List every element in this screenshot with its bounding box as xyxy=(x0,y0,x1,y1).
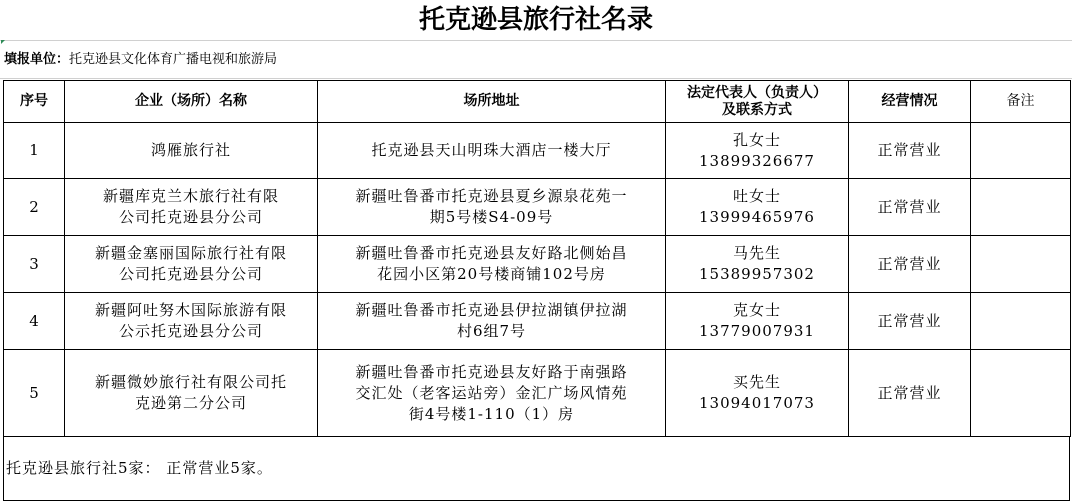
cell-note xyxy=(971,236,1071,293)
cell-serial: 3 xyxy=(4,236,65,293)
cell-address: 新疆吐鲁番市托克逊县夏乡源泉花苑一 期5号楼S4-09号 xyxy=(318,179,666,236)
cell-status: 正常营业 xyxy=(849,123,971,179)
cell-address: 托克逊县天山明珠大酒店一楼大厅 xyxy=(318,123,666,179)
title-row xyxy=(0,0,1072,41)
header-contact-line-2: 及联系方式 xyxy=(722,101,792,118)
summary-row xyxy=(3,437,1070,501)
contact-phone: 13999465976 xyxy=(699,208,815,226)
cell-address: 新疆吐鲁番市托克逊县友好路北侧始昌 花园小区第20号楼商铺102号房 xyxy=(318,236,666,293)
reporting-unit-row xyxy=(0,41,1072,79)
cell-contact xyxy=(666,236,849,293)
header-note: 备注 xyxy=(971,81,1071,123)
header-address: 场所地址 xyxy=(318,81,666,123)
agency-table xyxy=(3,80,1071,437)
page-title: 托克逊县旅行社名录 xyxy=(418,5,653,35)
contact-person: 孔女士 xyxy=(732,130,781,149)
cell-contact xyxy=(666,350,849,437)
cell-address: 新疆吐鲁番市托克逊县友好路于南强路 交汇处（老客运站旁）金汇广场风情苑 街4号楼1-110（1）房 xyxy=(318,350,666,437)
cell-note xyxy=(971,123,1071,179)
cell-contact xyxy=(666,179,849,236)
table-row xyxy=(4,350,1071,437)
header-name: 企业（场所）名称 xyxy=(65,81,318,123)
contact-phone: 15389957302 xyxy=(699,265,815,283)
cell-serial: 5 xyxy=(4,350,65,437)
contact-phone: 13094017073 xyxy=(699,394,815,412)
contact-phone: 13779007931 xyxy=(699,322,815,340)
contact-person: 克女士 xyxy=(732,301,781,319)
cell-name: 新疆库克兰木旅行社有限 公司托克逊县分公司 xyxy=(65,179,318,236)
table-row xyxy=(4,179,1071,236)
cell-address: 新疆吐鲁番市托克逊县伊拉湖镇伊拉湖 村6组7号 xyxy=(318,293,666,350)
cell-status: 正常营业 xyxy=(849,293,971,350)
table-header-row xyxy=(4,81,1071,123)
cell-name: 鸿雁旅行社 xyxy=(65,123,318,179)
summary-text: 托克逊县旅行社5家： 正常营业5家。 xyxy=(6,459,273,477)
header-serial: 序号 xyxy=(4,81,65,123)
contact-person: 吐女士 xyxy=(732,187,781,205)
contact-person: 买先生 xyxy=(732,373,781,391)
cell-contact xyxy=(666,293,849,350)
cell-serial: 1 xyxy=(4,123,65,179)
cell-status: 正常营业 xyxy=(849,179,971,236)
header-contact xyxy=(666,81,849,123)
table-row xyxy=(4,236,1071,293)
header-status: 经营情况 xyxy=(849,81,971,123)
cell-status: 正常营业 xyxy=(849,350,971,437)
cell-serial: 4 xyxy=(4,293,65,350)
cell-note xyxy=(971,293,1071,350)
cell-status: 正常营业 xyxy=(849,236,971,293)
contact-phone: 13899326677 xyxy=(699,151,815,170)
cell-note xyxy=(971,350,1071,437)
cell-name: 新疆微妙旅行社有限公司托 克逊第二分公司 xyxy=(65,350,318,437)
table-row xyxy=(4,123,1071,179)
reporting-unit-value: 托克逊县文化体育广播电视和旅游局 xyxy=(69,52,278,67)
cell-name: 新疆阿吐努木国际旅游有限 公示托克逊县分公司 xyxy=(65,293,318,350)
cell-note xyxy=(971,179,1071,236)
contact-person: 马先生 xyxy=(732,244,781,262)
cell-contact xyxy=(666,123,849,179)
cell-serial: 2 xyxy=(4,179,65,236)
header-contact-line-1: 法定代表人（负责人） xyxy=(687,84,827,101)
cell-name: 新疆金塞丽国际旅行社有限 公司托克逊县分公司 xyxy=(65,236,318,293)
reporting-unit-label: 填报单位： xyxy=(4,52,70,67)
table-row xyxy=(4,293,1071,350)
